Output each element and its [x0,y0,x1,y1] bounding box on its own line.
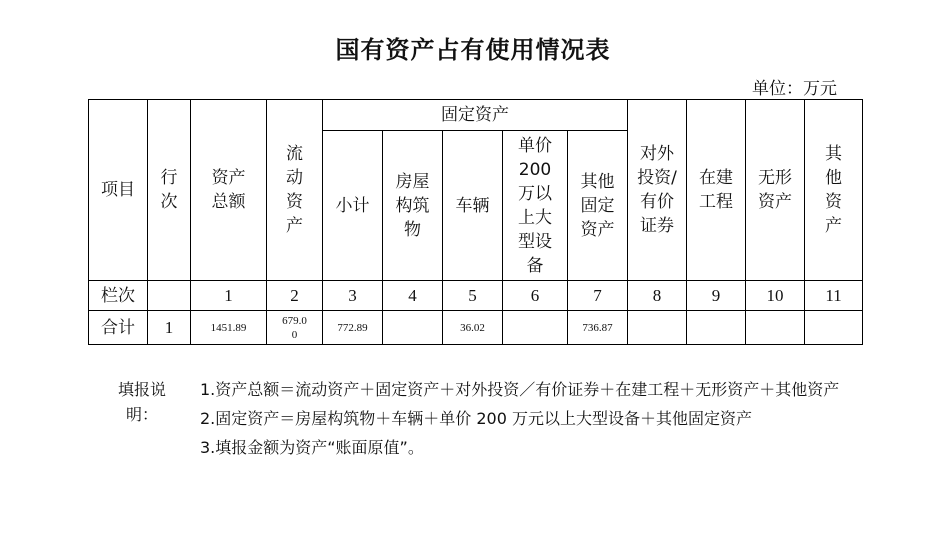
header-row-1 [89,100,863,131]
notes-label: 填报说明： [117,380,166,424]
total-label: 合计 [89,311,148,345]
total-cell [383,311,443,345]
header-total-assets: 资产总额 [191,100,267,281]
column-number-cell: 11 [805,281,863,311]
header-fixed-subtotal: 小计 [323,131,383,281]
total-cell [805,311,863,345]
total-cell: 736.87 [568,311,628,345]
header-large-equipment: 单价200万以上大型设备 [503,131,568,281]
total-cell: 36.02 [443,311,503,345]
total-row [89,311,863,345]
total-cell: 679.00 [267,311,323,345]
header-other-fixed: 其他固定资产 [568,131,628,281]
total-cell: 772.89 [323,311,383,345]
column-number-cell: 8 [628,281,687,311]
total-cell [628,311,687,345]
column-number-cell: 4 [383,281,443,311]
header-buildings: 房屋构筑物 [383,131,443,281]
header-intangible: 无形资产 [746,100,805,281]
total-cell [687,311,746,345]
column-number-row-no [148,281,191,311]
page-title: 国有资产占有使用情况表 [335,36,611,64]
column-number-label: 栏次 [89,281,148,311]
note-item: 2.固定资产＝房屋构筑物＋车辆＋单价 200 万元以上大型设备＋其他固定资产 [200,409,752,428]
header-vehicles: 车辆 [443,131,503,281]
column-number-cell: 7 [568,281,628,311]
column-number-cell: 3 [323,281,383,311]
header-item: 项目 [89,100,148,281]
header-construction: 在建工程 [687,100,746,281]
column-number-cell: 9 [687,281,746,311]
column-number-cell: 10 [746,281,805,311]
header-current-assets: 流动资产 [267,100,323,281]
header-fixed-assets: 固定资产 [323,100,628,131]
total-cell [746,311,805,345]
column-number-cell: 5 [443,281,503,311]
column-number-cell: 6 [503,281,568,311]
column-number-cell: 2 [267,281,323,311]
header-investments: 对外投资/有价证券 [628,100,687,281]
note-item: 3.填报金额为资产“账面原值”。 [200,438,424,457]
total-cell: 1451.89 [191,311,267,345]
total-cell [503,311,568,345]
unit-label: 单位：万元 [752,79,837,99]
header-row-no: 行次 [148,100,191,281]
total-row-no: 1 [148,311,191,345]
notes-list [200,377,850,464]
header-other-assets: 其他资产 [805,100,863,281]
column-number-row [89,281,863,311]
column-number-cell: 1 [191,281,267,311]
note-item: 1.资产总额＝流动资产＋固定资产＋对外投资／有价证券＋在建工程＋无形资产＋其他资产 [200,380,840,399]
asset-table [88,99,863,345]
